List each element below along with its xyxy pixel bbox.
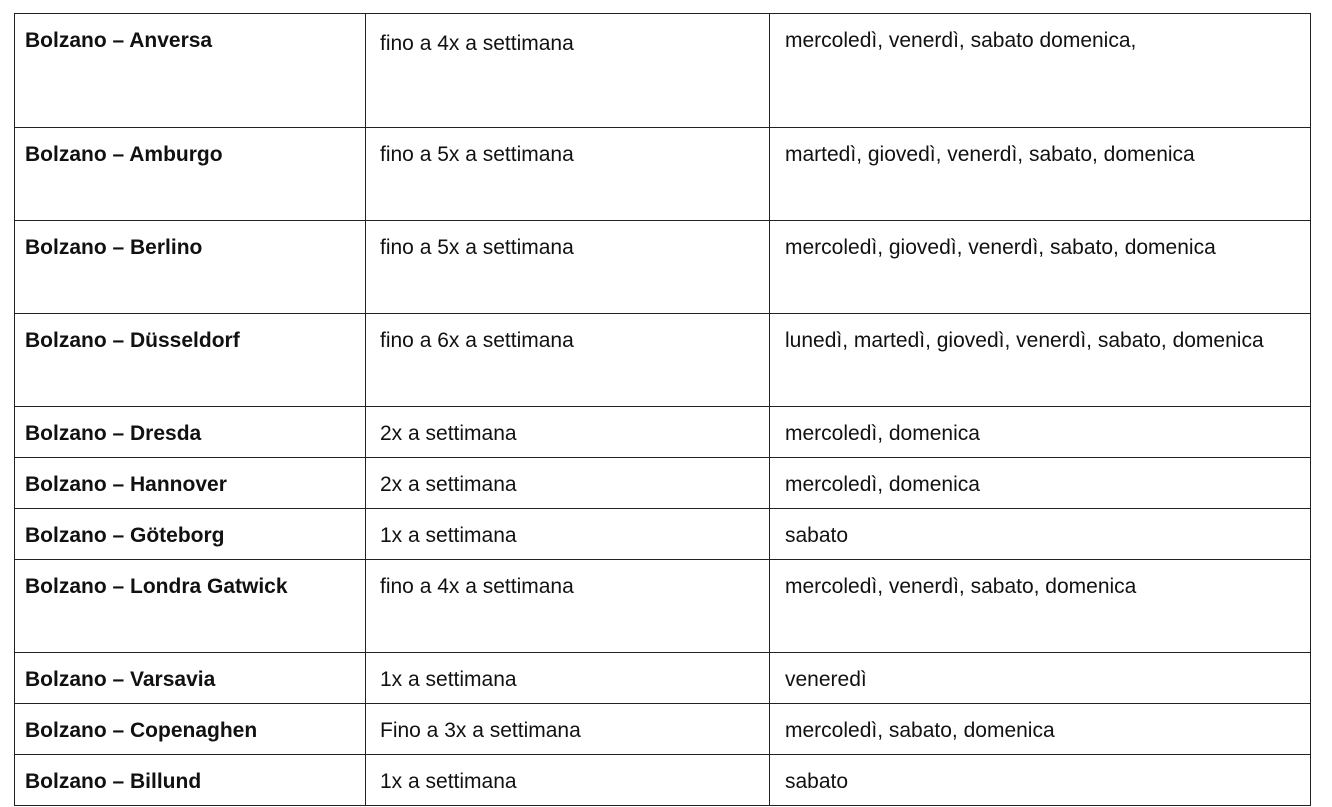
route-cell: Bolzano – Billund xyxy=(15,755,366,806)
days-cell: veneredì xyxy=(770,653,1311,704)
frequency-cell: fino a 4x a settimana xyxy=(366,14,770,128)
route-cell: Bolzano – Göteborg xyxy=(15,509,366,560)
frequency-cell: 1x a settimana xyxy=(366,755,770,806)
table-row xyxy=(15,755,1311,806)
frequency-cell: 1x a settimana xyxy=(366,653,770,704)
table-row xyxy=(15,458,1311,509)
days-cell: martedì, giovedì, venerdì, sabato, domenica xyxy=(770,128,1311,221)
table-row xyxy=(15,128,1311,221)
table-row xyxy=(15,407,1311,458)
table-row xyxy=(15,14,1311,128)
frequency-cell: 1x a settimana xyxy=(366,509,770,560)
days-cell: sabato xyxy=(770,509,1311,560)
days-cell: mercoledì, domenica xyxy=(770,407,1311,458)
route-cell: Bolzano – Varsavia xyxy=(15,653,366,704)
days-cell: mercoledì, domenica xyxy=(770,458,1311,509)
days-cell: mercoledì, venerdì, sabato domenica, xyxy=(770,14,1311,128)
days-cell: mercoledì, venerdì, sabato, domenica xyxy=(770,560,1311,653)
days-cell: lunedì, martedì, giovedì, venerdì, sabato, domenica xyxy=(770,314,1311,407)
table-row xyxy=(15,653,1311,704)
frequency-cell: fino a 5x a settimana xyxy=(366,221,770,314)
frequency-cell: fino a 5x a settimana xyxy=(366,128,770,221)
frequency-cell: fino a 6x a settimana xyxy=(366,314,770,407)
table-row xyxy=(15,314,1311,407)
frequency-cell: Fino a 3x a settimana xyxy=(366,704,770,755)
route-cell: Bolzano – Anversa xyxy=(15,14,366,128)
table-row xyxy=(15,704,1311,755)
route-cell: Bolzano – Hannover xyxy=(15,458,366,509)
table-row xyxy=(15,221,1311,314)
route-cell: Bolzano – Copenaghen xyxy=(15,704,366,755)
table-row xyxy=(15,509,1311,560)
route-cell: Bolzano – Dresda xyxy=(15,407,366,458)
flight-schedule-table xyxy=(14,13,1311,806)
route-cell: Bolzano – Londra Gatwick xyxy=(15,560,366,653)
frequency-cell: fino a 4x a settimana xyxy=(366,560,770,653)
days-cell: mercoledì, giovedì, venerdì, sabato, domenica xyxy=(770,221,1311,314)
route-cell: Bolzano – Düsseldorf xyxy=(15,314,366,407)
route-cell: Bolzano – Berlino xyxy=(15,221,366,314)
table-row xyxy=(15,560,1311,653)
days-cell: sabato xyxy=(770,755,1311,806)
route-cell: Bolzano – Amburgo xyxy=(15,128,366,221)
frequency-cell: 2x a settimana xyxy=(366,407,770,458)
frequency-cell: 2x a settimana xyxy=(366,458,770,509)
days-cell: mercoledì, sabato, domenica xyxy=(770,704,1311,755)
